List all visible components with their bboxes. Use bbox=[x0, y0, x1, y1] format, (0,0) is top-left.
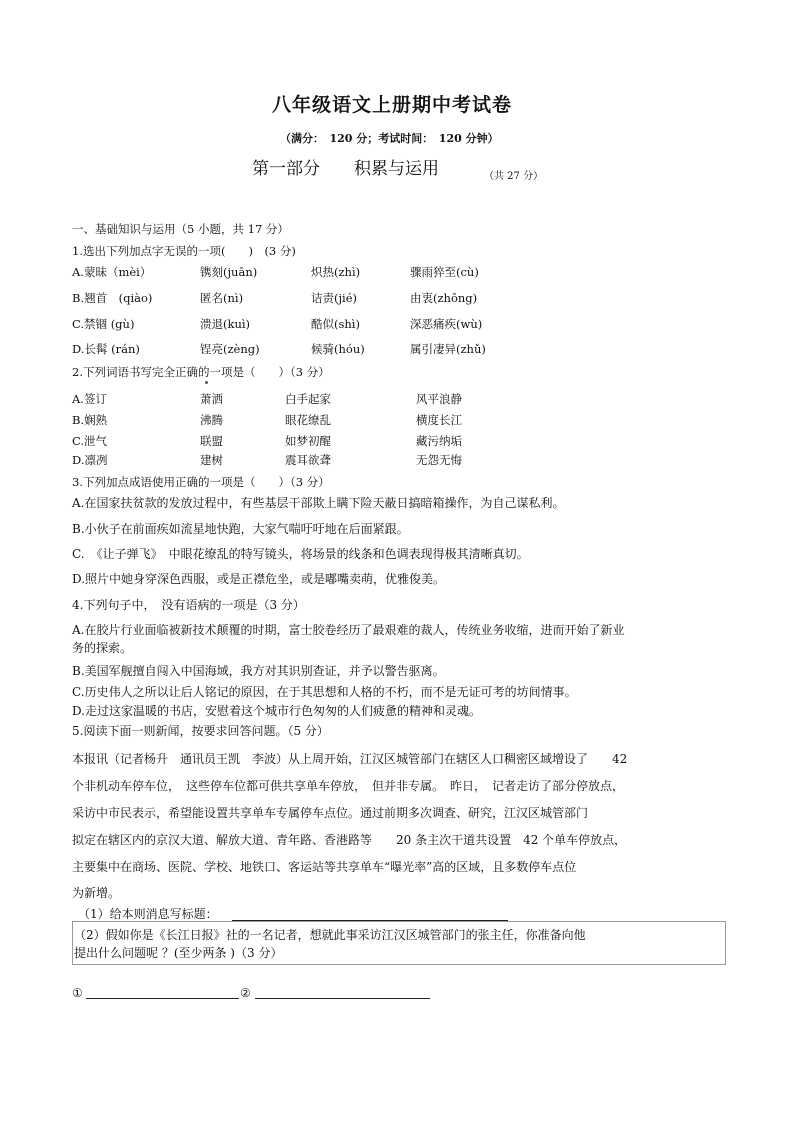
q2-b-4: 横度长江 bbox=[416, 413, 462, 427]
answer-mark-1: ① bbox=[72, 986, 83, 1000]
q2-stem: 2.下列词语书写完全正确的一项是（ ）（3 分） bbox=[72, 365, 330, 379]
news-line-3: 采访中市民表示，希望能设置共享单车专属停车点位。通过前期多次调查、研究，江汉区城管部门 bbox=[72, 806, 589, 820]
q4-option-c: C.历史伟人之所以让后人铭记的原因，在于其思想和人格的不朽，而不是无证可考的坊间情事。 bbox=[72, 685, 577, 699]
q1-d-2: 锃亮(zèng) bbox=[200, 342, 260, 356]
q2-b-1: B.娴熟 bbox=[72, 413, 108, 427]
q4-option-d: D.走过这家温暖的书店，安慰着这个城市行色匆匆的人们疲惫的精神和灵魂。 bbox=[72, 704, 482, 718]
q5-stem: 5.阅读下面一则新闻，按要求回答问题。（5 分） bbox=[72, 724, 329, 738]
q1-row-a bbox=[0, 264, 794, 280]
q2-a-1: A.签订 bbox=[72, 392, 107, 406]
q1-a-3: 炽热(zhì) bbox=[311, 265, 361, 279]
q4-option-b: B.美国军舰擅自闯入中国海域，我方对其识别查证，并予以警告驱离。 bbox=[72, 664, 445, 678]
q2-row-a bbox=[0, 391, 794, 407]
q3-option-d: D.照片中她身穿深色西服，或是正襟危坐，或是嘟嘴卖萌，优雅俊美。 bbox=[72, 572, 446, 586]
page-title: 八年级语文上册期中考试卷 bbox=[272, 94, 513, 116]
q3-stem: 3.下列加点成语使用正确的一项是（ ）（3 分） bbox=[72, 475, 330, 489]
q5-sub1-label: （1）给本则消息写标题： bbox=[78, 907, 218, 921]
q1-b-2: 匿名(nì) bbox=[200, 291, 244, 305]
title-answer-blank[interactable] bbox=[232, 906, 508, 921]
section-heading: 一、基础知识与运用（5 小题，共 17 分） bbox=[72, 222, 289, 236]
exam-info: （满分： 120 分；考试时间： 120 分钟） bbox=[280, 132, 499, 145]
q1-d-4: 属引凄异(zhǔ) bbox=[410, 342, 486, 356]
emphasis-dot bbox=[205, 381, 208, 384]
q2-d-1: D.凛冽 bbox=[72, 453, 108, 467]
q1-d-1: D.长髯 (rán) bbox=[72, 342, 140, 356]
q1-row-d bbox=[0, 341, 794, 357]
answer-mark-2: ② bbox=[240, 986, 251, 1000]
q4-stem: 4.下列句子中， 没有语病的一项是（3 分） bbox=[72, 598, 305, 612]
q2-c-4: 藏污纳垢 bbox=[416, 434, 462, 448]
q3-option-c: C. 《让子弹飞》 中眼花缭乱的特写镜头，将场景的线条和色调表现得极其清晰真切。 bbox=[72, 547, 529, 561]
q2-b-2: 沸腾 bbox=[200, 413, 223, 427]
q1-c-1: C.禁锢 (gù) bbox=[72, 317, 135, 331]
q4-option-a-line1: A.在胶片行业面临被新技术颠覆的时期，富士胶卷经历了最艰难的裁人，传统业务收缩，进而开始了新业 bbox=[72, 623, 625, 637]
q4-option-a-line2: 务的探索。 bbox=[72, 641, 133, 655]
news-line-2: 个非机动车停车位， 这些停车位都可供共享单车停放， 但并非专属。 昨日， 记者走访了部分停放点， bbox=[72, 779, 625, 793]
q1-row-b bbox=[0, 290, 794, 306]
q1-stem: 1.选出下列加点字无误的一项( ) (3 分) bbox=[72, 244, 296, 258]
q5-sub2-line2: 提出什么问题呢 ？(至少两条 )（3 分） bbox=[74, 946, 283, 960]
q1-a-2: 镌刻(juān) bbox=[200, 265, 258, 279]
q1-row-c bbox=[0, 316, 794, 332]
q2-b-3: 眼花缭乱 bbox=[285, 413, 331, 427]
q2-row-d bbox=[0, 452, 794, 468]
q2-row-b bbox=[0, 412, 794, 428]
q1-b-1: B.翘首 (qiào) bbox=[72, 291, 153, 305]
q2-c-2: 联盟 bbox=[200, 434, 223, 448]
q2-d-4: 无怨无悔 bbox=[416, 453, 462, 467]
q2-row-c bbox=[0, 433, 794, 449]
q3-option-b: B.小伙子在前面疾如流星地快跑，大家气喘吁吁地在后面紧跟。 bbox=[72, 522, 409, 536]
q2-a-4: 风平浪静 bbox=[416, 392, 462, 406]
q1-a-1: A.蒙昧（mèi） bbox=[72, 265, 152, 279]
part-title: 第一部分 积累与运用 bbox=[252, 159, 439, 179]
q1-b-3: 诘责(jié) bbox=[311, 291, 358, 305]
q1-c-4: 深恶痛疾(wù) bbox=[410, 317, 483, 331]
q2-a-2: 萧洒 bbox=[200, 392, 223, 406]
q1-c-3: 酷似(shì) bbox=[311, 317, 360, 331]
q2-d-3: 震耳欲聋 bbox=[285, 453, 331, 467]
q2-a-3: 白手起家 bbox=[285, 392, 331, 406]
news-line-4: 拟定在辖区内的京汉大道、解放大道、青年路、香港路等 20 条主次干道共设置 42 个单车停放点， bbox=[72, 833, 627, 847]
part-score: （共 27 分） bbox=[484, 171, 544, 182]
q2-c-1: C.泄气 bbox=[72, 434, 108, 448]
q3-option-a: A.在国家扶贫款的发放过程中，有些基层干部欺上瞒下险天蔽日搞暗箱操作，为自己谋私利。 bbox=[72, 496, 565, 510]
news-line-5: 主要集中在商场、医院、学校、地铁口、客运站等共享单车“曝光率”高的区域，且多数停车点位 bbox=[72, 860, 577, 874]
q1-b-4: 由衷(zhōng) bbox=[410, 291, 478, 305]
q5-sub2-line1: （2）假如你是《长江日报》社的一名记者，想就此事采访江汉区城管部门的张主任，你准备向他 bbox=[74, 928, 586, 942]
q2-c-3: 如梦初醒 bbox=[285, 434, 331, 448]
news-line-1: 本报讯（记者杨升 通讯员王凯 李波）从上周开始，江汉区城管部门在辖区人口稠密区域增设了 42 bbox=[72, 752, 628, 766]
q1-c-2: 溃退(kuì) bbox=[200, 317, 251, 331]
news-line-6: 为新增。 bbox=[72, 886, 121, 900]
q1-a-4: 骤雨猝至(cù) bbox=[410, 265, 479, 279]
answer-blank-2[interactable] bbox=[255, 984, 430, 999]
q2-d-2: 建树 bbox=[200, 453, 223, 467]
q1-d-3: 候骑(hóu) bbox=[311, 342, 365, 356]
answer-blank-1[interactable] bbox=[86, 984, 239, 999]
